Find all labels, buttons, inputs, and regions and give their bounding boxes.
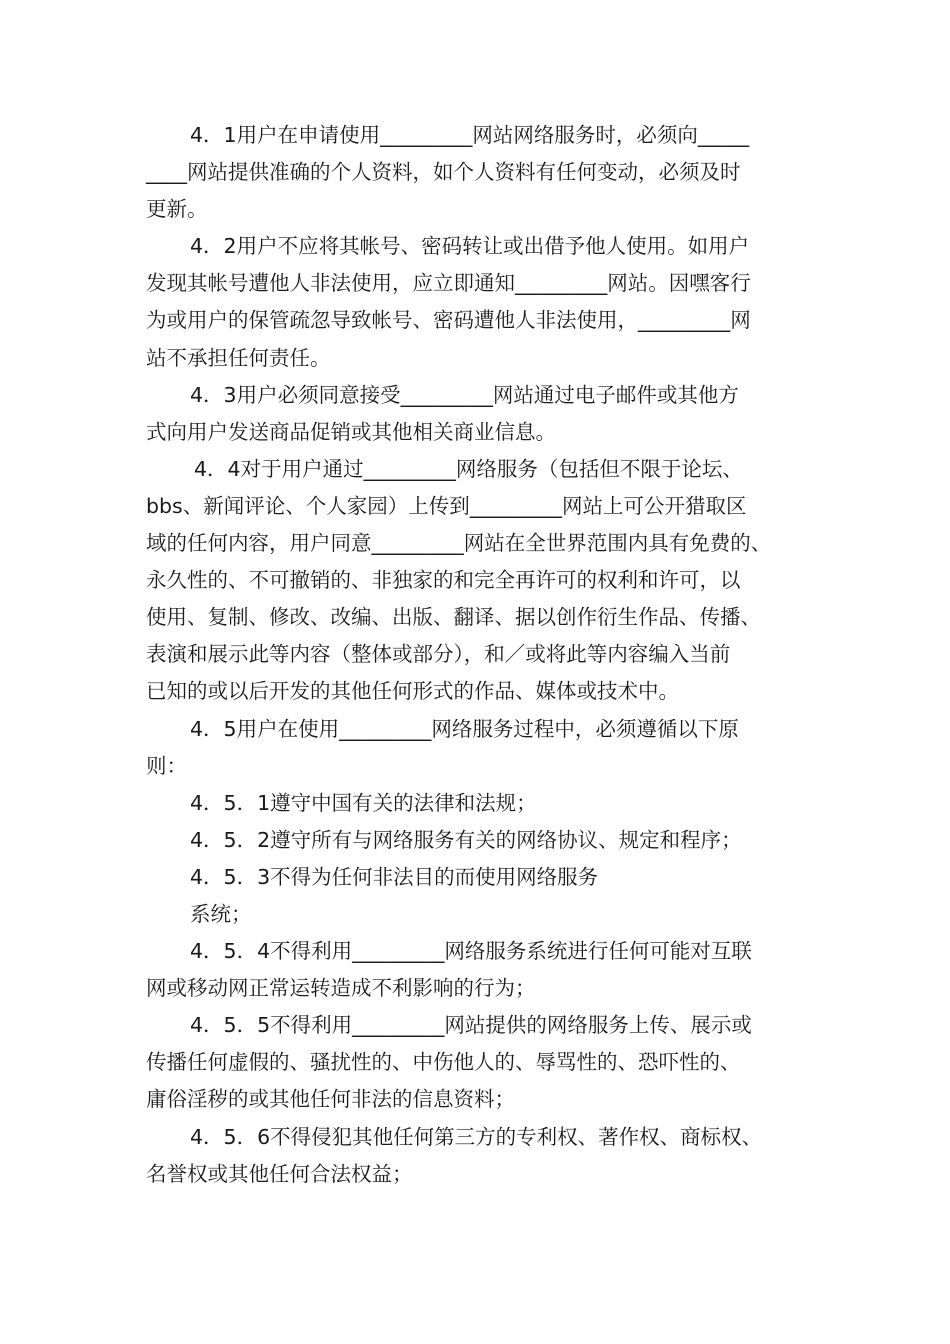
- text-line: 更新。: [146, 197, 208, 222]
- text-line: 永久性的、不可撤销的、非独家的和完全再许可的权利和许可，以: [146, 568, 741, 593]
- text-line: 名誉权或其他任何合法权益；: [146, 1161, 413, 1186]
- text-line: 表演和展示此等内容（整体或部分），和／或将此等内容编入当前: [146, 642, 731, 667]
- text-line: 4．5用户在使用_________网络服务过程中，必须遵循以下原: [190, 716, 739, 741]
- text-line: 发现其帐号遭他人非法使用，应立即通知_________网站。因嘿客行: [146, 271, 751, 296]
- text-line: 4．5．2遵守所有与网络服务有关的网络协议、规定和程序；: [190, 827, 742, 852]
- text-line: bbs、新闻评论、个人家园）上传到_________网站上可公开猎取区: [146, 493, 747, 518]
- text-line: ____网站提供准确的个人资料，如个人资料有任何变动，必须及时: [146, 160, 741, 185]
- text-line: 4．5．3不得为任何非法目的而使用网络服务: [190, 864, 599, 889]
- text-line: 则：: [146, 753, 187, 778]
- text-line: 4．2用户不应将其帐号、密码转让或出借予他人使用。如用户: [190, 234, 750, 259]
- text-line: 站不承担任何责任。: [146, 345, 331, 370]
- text-line: 系统；: [190, 901, 252, 926]
- text-line: 已知的或以后开发的其他任何形式的作品、媒体或技术中。: [146, 679, 679, 704]
- text-line: 为或用户的保管疏忽导致帐号、密码遭他人非法使用，_________网: [146, 308, 751, 333]
- text-line: 网或移动网正常运转造成不利影响的行为；: [146, 976, 536, 1001]
- text-line: 4．3用户必须同意接受_________网站通过电子邮件或其他方: [190, 382, 739, 407]
- text-line: 式向用户发送商品促销或其他相关商业信息。: [146, 419, 556, 444]
- text-line: 4．5．6不得侵犯其他任何第三方的专利权、著作权、商标权、: [190, 1124, 763, 1149]
- text-line: 4．5．5不得利用_________网站提供的网络服务上传、展示或: [190, 1013, 752, 1038]
- text-line: 4．1用户在申请使用_________网站网络服务时，必须向_____: [190, 123, 750, 147]
- text-line: 4．4对于用户通过_________网络服务（包括但不限于论坛、: [194, 456, 743, 481]
- text-line: 传播任何虚假的、骚扰性的、中伤他人的、辱骂性的、恐吓性的、: [146, 1050, 741, 1075]
- text-line: 庸俗淫秽的或其他任何非法的信息资料；: [146, 1087, 515, 1112]
- text-line: 使用、复制、修改、改编、出版、翻译、据以创作衍生作品、传播、: [146, 605, 761, 630]
- text-line: 4．5．4不得利用_________网络服务系统进行任何可能对互联: [190, 939, 752, 964]
- document-body: [146, 117, 836, 1193]
- text-line: 域的任何内容，用户同意_________网站在全世界范围内具有免费的、: [146, 531, 772, 556]
- text-line: 4．5．1遵守中国有关的法律和法规；: [190, 790, 537, 815]
